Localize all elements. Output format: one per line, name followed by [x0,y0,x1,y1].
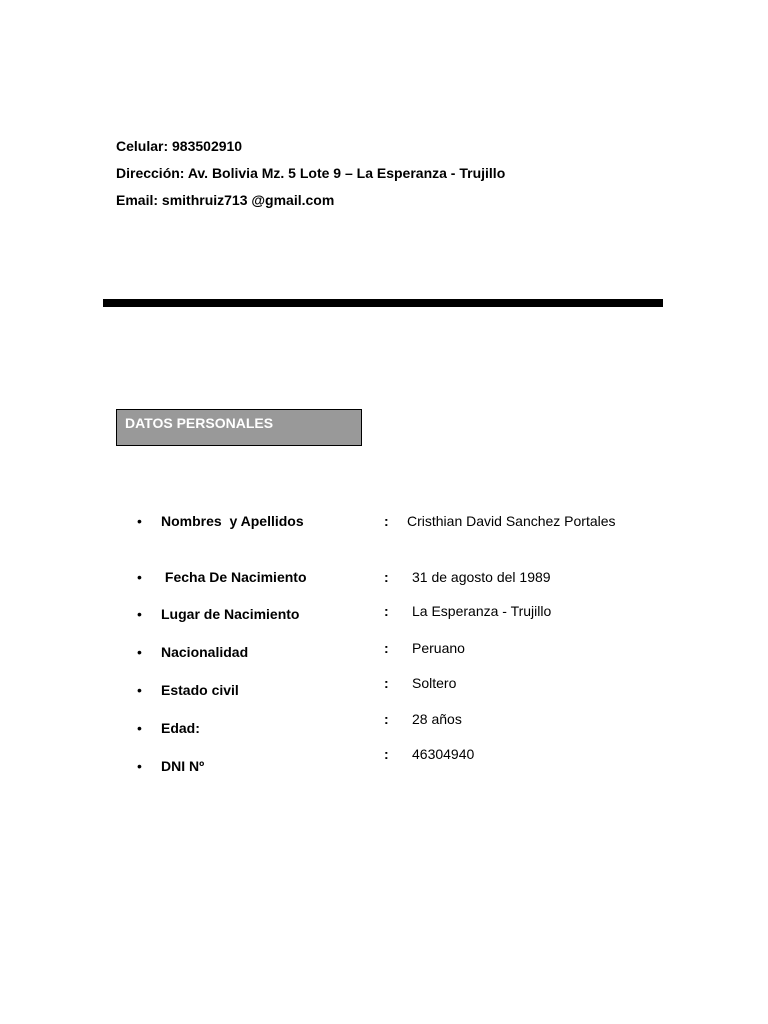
bullet-icon: • [137,682,142,698]
contact-address: Dirección: Av. Bolivia Mz. 5 Lote 9 – La Esperanza - Trujillo [116,165,506,181]
list-item [0,711,768,742]
field-separator: : [384,513,389,529]
field-value: La Esperanza - Trujillo [412,603,552,619]
field-separator: : [384,675,389,691]
field-value: Peruano [412,640,465,656]
field-value: Cristhian David Sanchez Portales [407,513,616,529]
horizontal-divider [103,299,663,307]
section-header-datos-personales [116,409,362,446]
section-title: DATOS PERSONALES [125,415,274,431]
bullet-icon: • [137,569,142,585]
list-item [0,746,768,780]
list-item [0,569,768,591]
list-item [0,675,768,704]
field-separator: : [384,569,389,585]
contact-phone: Celular: 983502910 [116,138,243,154]
field-value: 46304940 [412,746,475,762]
bullet-icon: • [137,606,142,622]
contact-block [116,136,505,217]
field-separator: : [384,711,389,727]
bullet-icon: • [137,513,142,529]
field-label: Nacionalidad [161,644,249,660]
bullet-icon: • [137,720,142,736]
field-label: DNI Nº [161,758,205,774]
list-item [0,513,768,535]
field-label: Estado civil [161,682,239,698]
bullet-icon: • [137,758,142,774]
field-label: Nombres y Apellidos [161,513,304,529]
bullet-icon: • [137,644,142,660]
field-label: Edad: [161,720,200,736]
field-separator: : [384,746,389,762]
field-label: Lugar de Nacimiento [161,606,300,622]
list-item [0,603,768,628]
field-separator: : [384,640,389,656]
field-value: Soltero [412,675,457,691]
field-value: 28 años [412,711,462,727]
field-value: 31 de agosto del 1989 [412,569,551,585]
field-separator: : [384,603,389,619]
list-item [0,640,768,666]
contact-email: Email: smithruiz713 @gmail.com [116,192,335,208]
field-label: Fecha De Nacimiento [161,569,307,585]
